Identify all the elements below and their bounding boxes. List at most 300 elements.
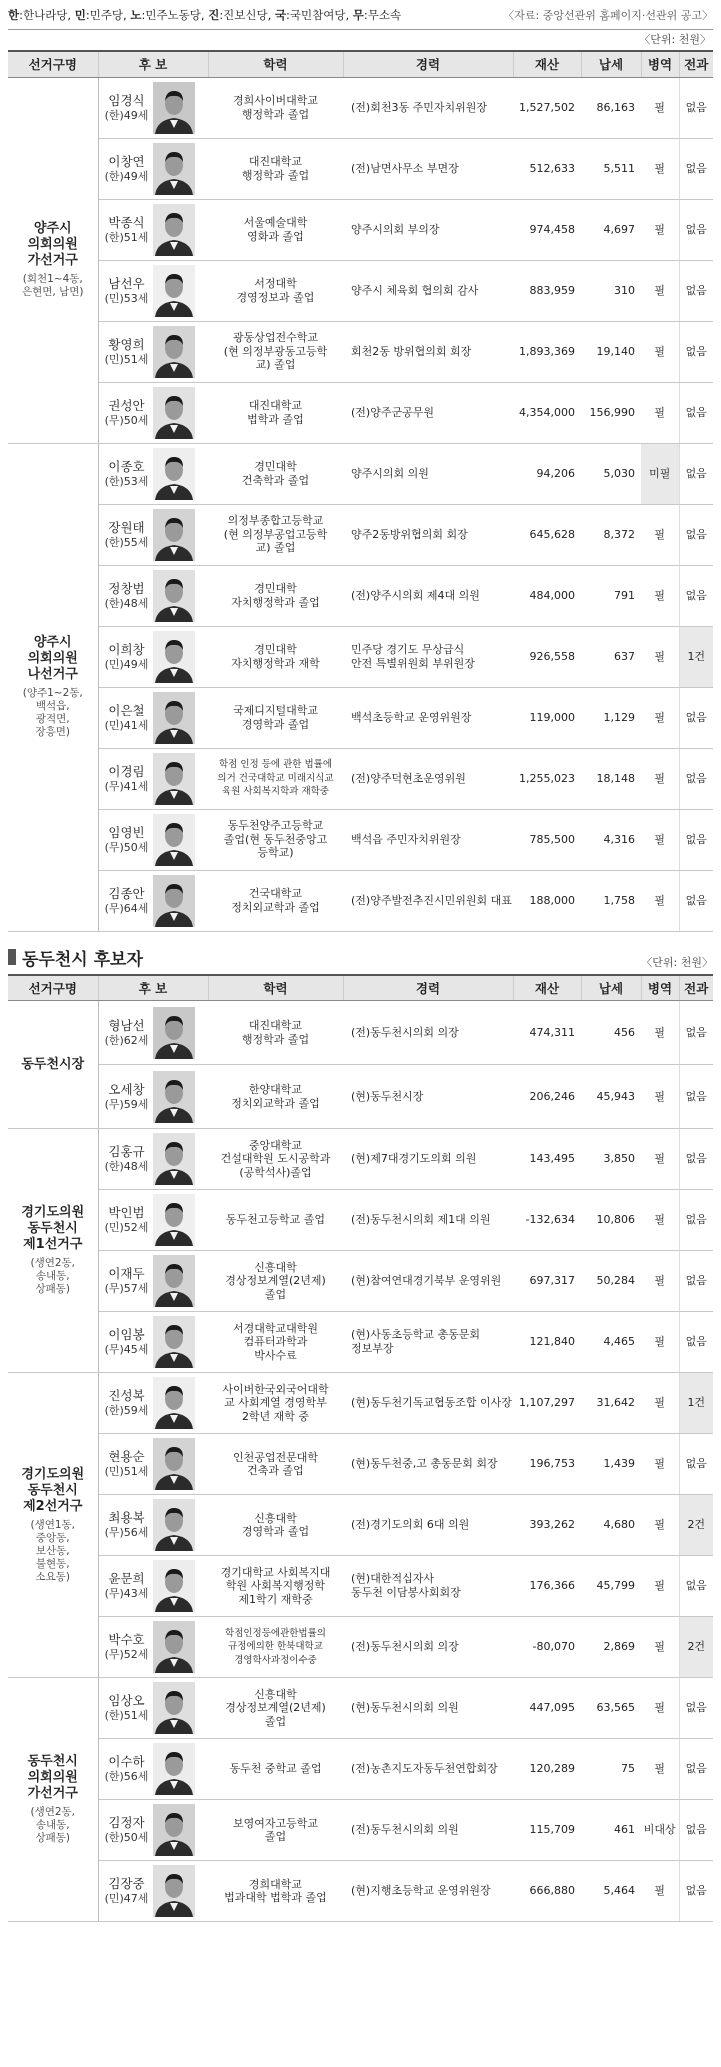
military-service-cell: 필 [641,77,679,138]
legend-no-text: :민주노동당, [141,7,209,22]
education-cell: 경기대학교 사회복지대 학원 사회복지행정학 제1학기 재학중 [208,1556,343,1617]
district-cell [8,1001,98,1129]
candidate-photo [153,509,195,561]
tax-cell: 45,799 [581,1556,641,1617]
criminal-record-cell: 없음 [679,687,713,748]
education-cell: 의정부종합고등학교 (현 의정부공업고등학 교) 졸업 [208,504,343,565]
candidate-info [103,1682,209,1734]
education-cell: 한양대학교 정치외교학과 졸업 [208,1065,343,1129]
table-row [8,1434,713,1495]
education-cell: 학점 인정 등에 관한 법률에 의거 건국대학교 미래지식교 육원 사회복지학과 재학중 [208,748,343,809]
candidate-info [103,814,209,866]
candidate-cell [98,77,208,138]
education-cell: 신흥대학 경상정보계열(2년제) 졸업 [208,1251,343,1312]
yangju-candidates-table [8,50,713,932]
military-service-cell: 필 [641,382,679,443]
candidate-cell [98,1495,208,1556]
candidate-photo [153,1499,195,1551]
criminal-record-cell: 없음 [679,1434,713,1495]
candidate-info [103,1743,209,1795]
section-unit-note: 〈단위: 천원〉 [641,955,713,969]
table-row [8,565,713,626]
table-row [8,443,713,504]
district-name: 양주시 의회의원 나선거구 [27,635,78,682]
criminal-record-cell: 없음 [679,199,713,260]
education-cell: 경민대학 자치행정학과 졸업 [208,565,343,626]
military-service-cell: 필 [641,1001,679,1065]
assets-cell: 121,840 [513,1312,581,1373]
column-header: 재산 [513,51,581,77]
criminal-record-cell: 없음 [679,1190,713,1251]
district-cell [8,1129,98,1373]
candidate-cell [98,626,208,687]
candidate-photo [153,265,195,317]
assets-cell: 484,000 [513,565,581,626]
candidate-party-age: (민)49세 [104,657,149,671]
table-row [8,687,713,748]
candidate-info [103,631,209,683]
assets-cell: -80,070 [513,1617,581,1678]
military-service-cell: 필 [641,321,679,382]
assets-cell: 883,959 [513,260,581,321]
unit-note: 〈단위: 천원〉 [639,33,711,46]
career-cell: (현)지행초등학교 운영위원장 [343,1861,513,1922]
district-name: 양주시 의회의원 가선거구 [27,221,78,268]
candidate-info [103,1621,209,1673]
military-service-cell: 비대상 [641,1800,679,1861]
career-cell: (현)참여연대경기북부 운영위원 [343,1251,513,1312]
column-header: 학력 [208,975,343,1001]
candidate-info [103,1071,209,1123]
tax-cell: 5,030 [581,443,641,504]
career-cell: 양주2동방위협의회 회장 [343,504,513,565]
district-areas: (회천1~4동, 은현면, 남면) [22,273,84,298]
career-cell: (전)남면사무소 부면장 [343,138,513,199]
career-cell: (전)회천3동 주민자치위원장 [343,77,513,138]
criminal-record-cell: 없음 [679,138,713,199]
candidate-name: 김홍규 [108,1144,145,1159]
candidate-photo [153,814,195,866]
column-header: 선거구명 [8,975,98,1001]
candidate-photo [153,1133,195,1185]
candidate-name-block [103,1632,151,1662]
military-service-cell: 필 [641,1556,679,1617]
career-cell: (현)동두천시의회 의원 [343,1678,513,1739]
candidate-photo [153,1255,195,1307]
criminal-record-cell: 없음 [679,1129,713,1190]
table-row [8,260,713,321]
district-name: 동두천시장 [21,1056,85,1072]
criminal-record-cell: 없음 [679,1556,713,1617]
assets-cell: 645,628 [513,504,581,565]
assets-cell: 474,311 [513,1001,581,1065]
assets-cell: 143,495 [513,1129,581,1190]
military-service-cell: 필 [641,504,679,565]
military-service-cell: 필 [641,1129,679,1190]
military-service-cell: 필 [641,1617,679,1678]
tax-cell: 5,511 [581,138,641,199]
candidate-cell [98,1434,208,1495]
career-cell: (현)동두천기독교협동조합 이사장 [343,1373,513,1434]
tax-cell: 3,850 [581,1129,641,1190]
tax-cell: 19,140 [581,321,641,382]
military-service-cell: 필 [641,1739,679,1800]
candidate-info [103,692,209,744]
table-row [8,1373,713,1434]
military-service-cell: 필 [641,199,679,260]
candidate-party-age: (한)62세 [104,1033,149,1047]
table-body [8,1001,713,1922]
criminal-record-cell: 없음 [679,321,713,382]
career-cell: (전)동두천시의회 의장 [343,1001,513,1065]
military-service-cell: 필 [641,1065,679,1129]
assets-cell: 1,893,369 [513,321,581,382]
military-service-cell: 필 [641,1251,679,1312]
criminal-record-cell: 없음 [679,443,713,504]
criminal-record-cell: 없음 [679,1678,713,1739]
career-cell: (전)동두천시의회 제1대 의원 [343,1190,513,1251]
candidate-party-age: (민)52세 [104,1221,149,1234]
candidate-party-age: (한)53세 [104,474,149,488]
tax-cell: 637 [581,626,641,687]
career-cell: (전)동두천시의회 의원 [343,1800,513,1861]
table-row [8,321,713,382]
assets-cell: 1,527,502 [513,77,581,138]
candidate-name-block [103,1815,151,1845]
column-header: 경력 [343,51,513,77]
district-name: 경기도의원 동두천시 제2선거구 [21,1466,85,1514]
candidate-photo [153,1560,195,1612]
district-cell [8,1678,98,1922]
candidate-name: 진성복 [108,1388,145,1403]
district-cell [8,77,98,443]
candidate-name-block [103,276,151,306]
column-header: 병역 [641,975,679,1001]
career-cell: 백석초등학교 운영위원장 [343,687,513,748]
candidate-party-age: (무)59세 [104,1097,149,1111]
career-cell: (전)동두천시의회 의장 [343,1617,513,1678]
column-header: 납세 [581,51,641,77]
table-row [8,1251,713,1312]
candidate-photo [153,1071,195,1123]
candidate-photo [153,1865,195,1917]
candidate-name-block [103,642,151,672]
column-header: 납세 [581,975,641,1001]
candidate-cell [98,443,208,504]
education-cell: 사이버한국외국어대학 교 사회계열 경영학부 2학년 재학 중 [208,1373,343,1434]
candidate-photo [153,1377,195,1429]
candidate-cell [98,565,208,626]
candidate-name: 김장중 [108,1876,145,1891]
education-cell: 건국대학교 정치외교학과 졸업 [208,870,343,931]
assets-cell: 666,880 [513,1861,581,1922]
candidate-name: 이재두 [108,1266,145,1281]
candidate-party-age: (무)56세 [104,1526,149,1539]
candidate-party-age: (한)48세 [104,1160,149,1173]
candidate-cell [98,870,208,931]
candidate-name: 김종안 [108,885,145,901]
candidate-photo [153,448,195,500]
candidate-party-age: (한)49세 [104,169,149,183]
candidate-name-block [103,215,151,245]
district-name: 경기도의원 동두천시 제1선거구 [21,1205,85,1252]
candidate-name: 이창연 [108,153,145,169]
candidate-cell [98,1800,208,1861]
candidate-name-block [103,1693,151,1723]
table-header-row [8,975,713,1001]
education-cell: 동두천 중학교 졸업 [208,1739,343,1800]
candidate-photo [153,692,195,744]
career-cell: 양주시의회 의원 [343,443,513,504]
column-header: 전과 [679,975,713,1001]
military-service-cell: 필 [641,809,679,870]
table-row [8,1739,713,1800]
candidate-party-age: (민)53세 [104,291,149,305]
military-service-cell: 필 [641,138,679,199]
assets-cell: 94,206 [513,443,581,504]
tax-cell: 4,680 [581,1495,641,1556]
education-cell: 경희사이버대학교 행정학과 졸업 [208,77,343,138]
candidate-name-block [103,1266,151,1296]
candidate-cell [98,1001,208,1065]
candidate-name: 윤문희 [108,1571,145,1586]
criminal-record-cell: 1건 [679,1373,713,1434]
candidate-info [103,326,209,378]
table-row [8,1678,713,1739]
candidate-info [103,1560,209,1612]
criminal-record-cell: 없음 [679,1800,713,1861]
candidate-name-block [103,1876,151,1906]
criminal-record-cell: 없음 [679,1065,713,1129]
military-service-cell: 미필 [641,443,679,504]
legend-jin: 진 [208,7,220,22]
tax-cell: 1,758 [581,870,641,931]
candidate-name: 장원태 [108,519,145,535]
assets-cell: 206,246 [513,1065,581,1129]
tax-cell: 63,565 [581,1678,641,1739]
criminal-record-cell: 없음 [679,77,713,138]
assets-cell: 974,458 [513,199,581,260]
candidate-info [103,1316,209,1368]
criminal-record-cell: 없음 [679,748,713,809]
candidate-info [103,143,209,195]
tax-cell: 4,316 [581,809,641,870]
candidate-cell [98,321,208,382]
candidate-photo [153,1743,195,1795]
assets-cell: 196,753 [513,1434,581,1495]
candidate-party-age: (민)51세 [104,1465,149,1478]
candidate-party-age: (한)49세 [104,108,149,122]
candidate-info [103,1194,209,1246]
candidate-photo [153,631,195,683]
assets-cell: 697,317 [513,1251,581,1312]
candidate-info [103,1438,209,1490]
candidate-photo [153,387,195,439]
education-cell: 인천공업전문대학 건축과 졸업 [208,1434,343,1495]
career-cell: 양주시 체육회 협의회 감사 [343,260,513,321]
candidate-cell [98,138,208,199]
district-areas: (생연1동, 중앙동, 보산동, 불현동, 소요동) [30,1518,76,1583]
assets-cell: -132,634 [513,1190,581,1251]
legend-mu-text: :무소속 [363,7,402,22]
candidate-name: 이수하 [108,1754,145,1769]
table-row [8,1861,713,1922]
education-cell: 경민대학 건축학과 졸업 [208,443,343,504]
candidate-party-age: (한)55세 [104,535,149,549]
education-cell: 서경대학교대학원 컴퓨터과학과 박사수료 [208,1312,343,1373]
education-cell: 대진대학교 행정학과 졸업 [208,138,343,199]
tax-cell: 1,129 [581,687,641,748]
assets-cell: 512,633 [513,138,581,199]
candidate-info [103,1007,209,1059]
district-areas: (생연2동, 송내동, 상패동) [30,1257,76,1295]
legend-min: 민 [74,7,86,22]
career-cell: (전)양주덕현초운영위원 [343,748,513,809]
column-header: 후 보 [98,975,208,1001]
education-cell: 경희대학교 법과대학 법학과 졸업 [208,1861,343,1922]
legend-guk: 국 [274,7,287,22]
top-bar [8,0,713,30]
criminal-record-cell: 없음 [679,1251,713,1312]
column-header: 선거구명 [8,51,98,77]
candidate-photo [153,82,195,134]
tax-cell: 4,697 [581,199,641,260]
career-cell: (현)동두천시장 [343,1065,513,1129]
table-row [8,77,713,138]
dongducheon-candidates-table [8,974,713,1923]
candidate-party-age: (한)51세 [104,1709,149,1722]
column-header: 경력 [343,975,513,1001]
tax-cell: 45,943 [581,1065,641,1129]
assets-cell: 120,289 [513,1739,581,1800]
table-row [8,1617,713,1678]
candidate-name-block [103,1205,151,1235]
career-cell: 회천2동 방위협의회 회장 [343,321,513,382]
legend-guk-text: :국민참여당, [286,7,353,22]
candidate-name-block [103,703,151,733]
candidate-name: 최용복 [108,1510,145,1525]
assets-cell: 447,095 [513,1678,581,1739]
candidate-info [103,1133,209,1185]
candidate-name: 이은철 [108,702,145,718]
education-cell: 대진대학교 법학과 졸업 [208,382,343,443]
candidate-name: 남선우 [108,275,145,291]
candidate-name: 박종식 [108,214,145,230]
candidate-party-age: (한)51세 [104,230,149,244]
assets-cell: 115,709 [513,1800,581,1861]
candidate-party-age: (민)41세 [104,718,149,732]
legend-jin-text: :진보신당, [219,7,275,22]
table-row [8,626,713,687]
table-header-row [8,51,713,77]
legend-no: 노 [130,7,142,22]
table-row [8,504,713,565]
candidate-photo [153,1621,195,1673]
candidate-party-age: (한)56세 [104,1770,149,1783]
candidate-cell [98,1373,208,1434]
candidate-name-block [103,1144,151,1174]
assets-cell: 119,000 [513,687,581,748]
tax-cell: 2,869 [581,1617,641,1678]
criminal-record-cell: 없음 [679,809,713,870]
candidate-cell [98,1861,208,1922]
education-cell: 광동상업전수학교 (현 의정부광동고등학 교) 졸업 [208,321,343,382]
candidate-name-block [103,154,151,184]
education-cell: 동두천고등학교 졸업 [208,1190,343,1251]
education-cell: 경민대학 자치행정학과 재학 [208,626,343,687]
education-cell: 동두천양주고등학교 졸업(현 동두천중앙고 등학교) [208,809,343,870]
candidate-party-age: (무)43세 [104,1587,149,1600]
tax-cell: 5,464 [581,1861,641,1922]
candidate-info [103,204,209,256]
criminal-record-cell: 없음 [679,260,713,321]
table-row [8,809,713,870]
candidate-photo [153,326,195,378]
source-note: 〈자료: 중앙선관위 홈페이지·선관위 공고〉 [503,8,713,22]
career-cell: (전)농촌지도자동두천연합회장 [343,1739,513,1800]
education-cell: 국제디지털대학교 경영학과 졸업 [208,687,343,748]
criminal-record-cell: 없음 [679,565,713,626]
table-row [8,870,713,931]
candidate-photo [153,753,195,805]
section-title [8,945,143,970]
military-service-cell: 필 [641,1434,679,1495]
candidate-party-age: (한)50세 [104,1831,149,1844]
career-cell: 백석읍 주민자치위원장 [343,809,513,870]
candidate-cell [98,1556,208,1617]
education-cell: 신흥대학 경상정보계열(2년제) 졸업 [208,1678,343,1739]
candidate-name: 오세창 [108,1081,145,1097]
candidate-cell [98,504,208,565]
candidate-cell [98,1739,208,1800]
candidate-info [103,1377,209,1429]
education-cell: 서정대학 경영정보과 졸업 [208,260,343,321]
candidate-cell [98,1065,208,1129]
candidate-party-age: (무)57세 [104,1282,149,1295]
column-header: 병역 [641,51,679,77]
table-row [8,748,713,809]
candidate-name-block [103,1754,151,1784]
candidate-info [103,753,209,805]
table-row [8,1800,713,1861]
assets-cell: 926,558 [513,626,581,687]
tax-cell: 1,439 [581,1434,641,1495]
candidate-name-block [103,1327,151,1357]
candidate-name: 김정자 [108,1815,145,1830]
column-header: 전과 [679,51,713,77]
career-cell: 민주당 경기도 무상급식 안전 특별위원회 부위원장 [343,626,513,687]
column-header: 재산 [513,975,581,1001]
military-service-cell: 필 [641,870,679,931]
military-service-cell: 필 [641,1861,679,1922]
candidate-party-age: (무)64세 [104,901,149,915]
candidate-party-age: (무)50세 [104,413,149,427]
candidate-name: 박수호 [108,1632,145,1647]
section-title-text: 동두천시 후보자 [22,949,143,970]
candidate-name-block [103,825,151,855]
tax-cell: 4,465 [581,1312,641,1373]
criminal-record-cell: 1건 [679,626,713,687]
criminal-record-cell: 없음 [679,1739,713,1800]
criminal-record-cell: 없음 [679,1861,713,1922]
assets-cell: 176,366 [513,1556,581,1617]
tax-cell: 75 [581,1739,641,1800]
criminal-record-cell: 2건 [679,1617,713,1678]
assets-cell: 393,262 [513,1495,581,1556]
candidate-info [103,1255,209,1307]
candidate-name: 황영희 [108,336,145,352]
tax-cell: 8,372 [581,504,641,565]
